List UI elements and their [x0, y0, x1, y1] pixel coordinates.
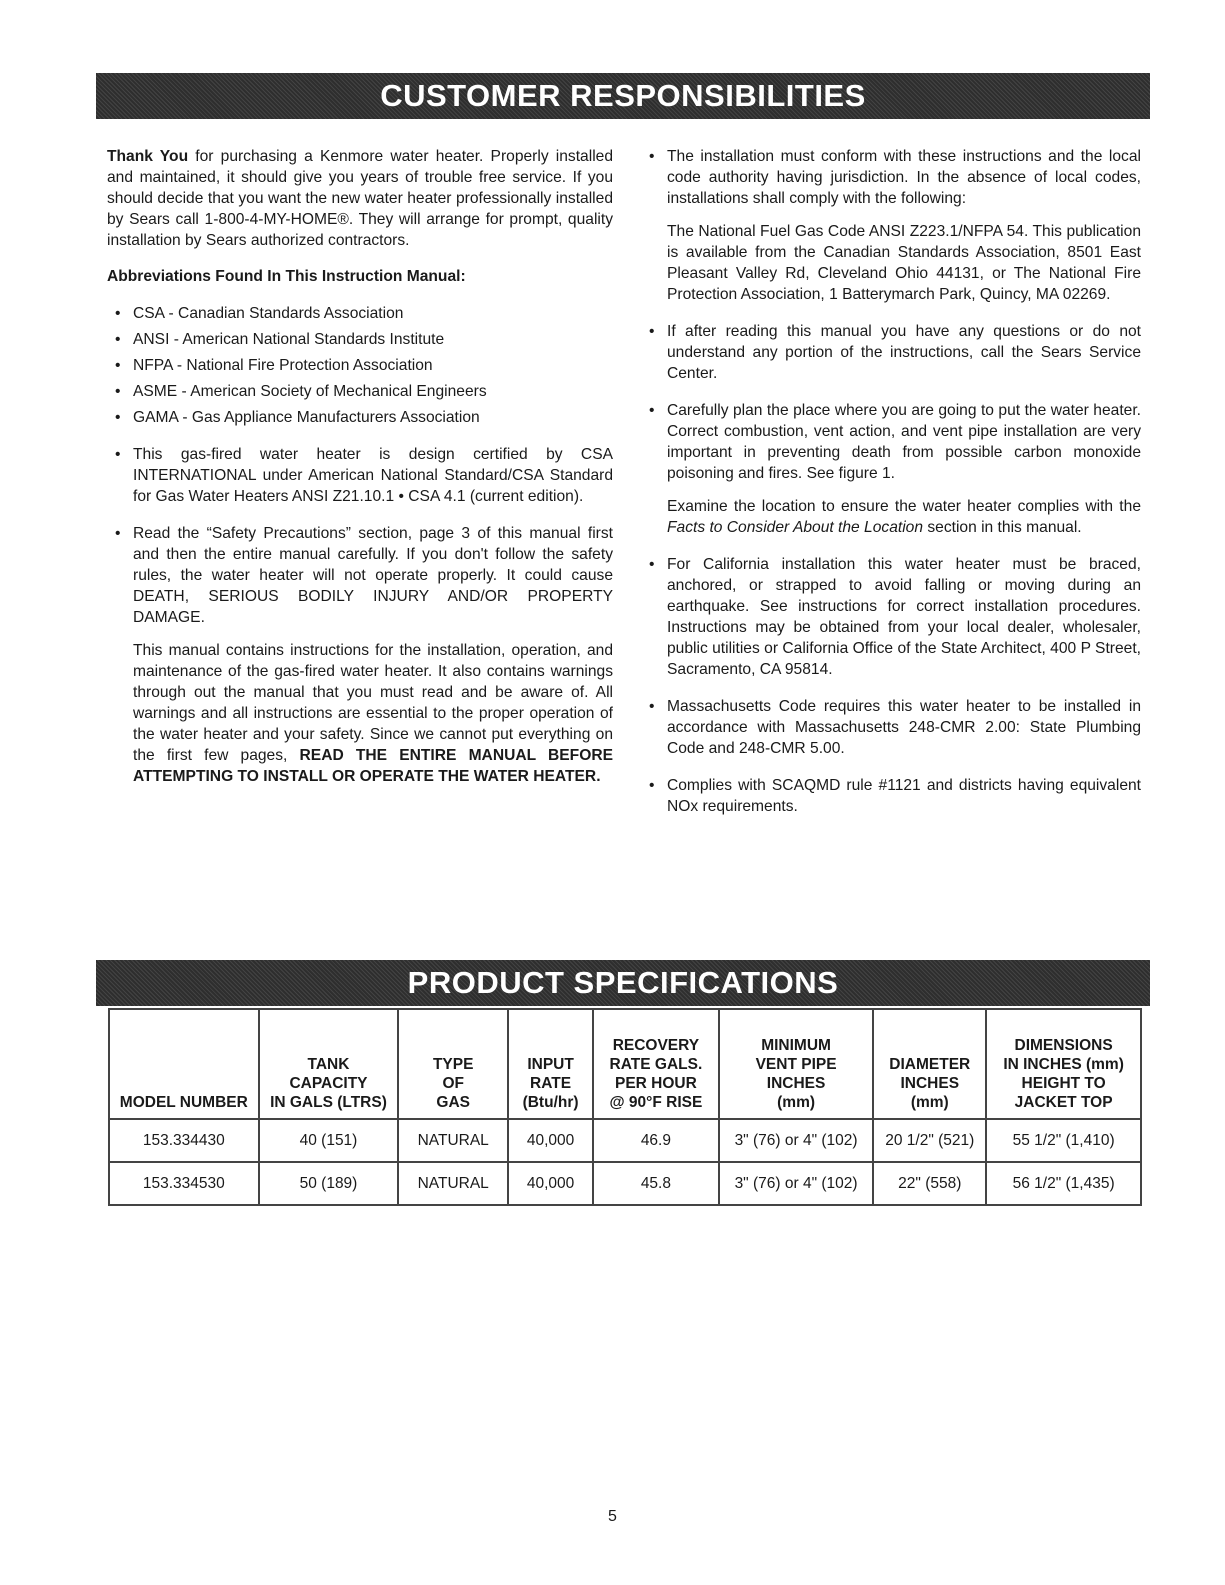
table-cell: 153.334530: [109, 1162, 259, 1205]
table-cell: 50 (189): [259, 1162, 399, 1205]
abbreviation-item: • GAMA - Gas Appliance Manufacturers Association: [107, 407, 613, 428]
california-bullet: • For California installation this water heater must be braced, anchored, or strapped to avoid falling or moving during an earthquake. See instructions for correct installation procedures. Instructions may be obtained from your local dealer, wholesaler, public utilities or California Office of the State Architect, 400 P Street, Sacramento, CA 95814.: [641, 554, 1141, 680]
product-specifications-banner: [96, 960, 1150, 1006]
location-planning-bullet: • Carefully plan the place where you are going to put the water heater. Correct combustion, vent action, and vent pipe installation are very important in preventing death from possible carbon monoxide poisoning and fires. See figure 1.: [641, 400, 1141, 484]
abbreviations-list: [107, 303, 613, 428]
questions-bullet: • If after reading this manual you have any questions or do not understand any portion of the instructions, call the Sears Service Center.: [641, 321, 1141, 384]
table-cell: 40,000: [508, 1162, 593, 1205]
abbreviation-item: • NFPA - National Fire Protection Association: [107, 355, 613, 376]
right-column: [641, 146, 1141, 817]
location-paragraph: [641, 496, 1141, 538]
fuel-gas-code-paragraph: The National Fuel Gas Code ANSI Z223.1/NFPA 54. This publication is available from the Canadian Standards Association, 8501 East Pleasant Valley Rd, Cleveland Ohio 44131, or The National Fire Protection Association, 1 Batterymarch Park, Quincy, MA 02269.: [667, 223, 1141, 303]
table-cell: 46.9: [593, 1119, 719, 1162]
table-cell: 56 1/2" (1,435): [986, 1162, 1141, 1205]
table-cell: 22" (558): [873, 1162, 986, 1205]
column-header: RECOVERY RATE GALS. PER HOUR @ 90°F RISE: [593, 1009, 719, 1119]
installation-code-bullet: • The installation must conform with these instructions and the local code authority having jurisdiction. In the absence of local codes, installations shall comply with the following:: [641, 146, 1141, 209]
column-header: TANK CAPACITY IN GALS (LTRS): [259, 1009, 399, 1119]
table-cell: 40 (151): [259, 1119, 399, 1162]
table-cell: 40,000: [508, 1119, 593, 1162]
intro-paragraph: [107, 146, 613, 251]
scaqmd-bullet: • Complies with SCAQMD rule #1121 and districts having equivalent NOx requirements.: [641, 775, 1141, 817]
abbreviation-item: • ANSI - American National Standards Institute: [107, 329, 613, 350]
manual-contents-paragraph: [107, 640, 613, 787]
safety-precautions-bullet: • Read the “Safety Precautions” section, page 3 of this manual first and then the entire manual carefully. If you don't follow the safety rules, the water heater will not operate properly. It could cause DEATH, SERIOUS BODILY INJURY AND/OR PROPERTY DAMAGE.: [107, 523, 613, 628]
table-row: [109, 1119, 1141, 1162]
intro-bold: Thank You: [107, 148, 189, 165]
massachusetts-bullet: • Massachusetts Code requires this water heater to be installed in accordance with Massachusetts 248-CMR 2.00: State Plumbing Code and 248-CMR 5.00.: [641, 696, 1141, 759]
table-cell: 45.8: [593, 1162, 719, 1205]
intro-text: for purchasing a Kenmore water heater. Properly installed and maintained, it should give you years of trouble free service. If you should decide that you want the new water heater professionally installed by Sears call 1-800-4-MY-HOME®. They will arrange for prompt, quality installation by Sears authorized contractors.: [107, 148, 614, 249]
table-cell: 3" (76) or 4" (102): [719, 1162, 874, 1205]
column-header: DIAMETER INCHES (mm): [873, 1009, 986, 1119]
table-row: [109, 1162, 1141, 1205]
table-cell: 20 1/2" (521): [873, 1119, 986, 1162]
column-header: TYPE OF GAS: [398, 1009, 508, 1119]
column-header: DIMENSIONS IN INCHES (mm) HEIGHT TO JACKET TOP: [986, 1009, 1141, 1119]
page-number: 5: [608, 1508, 617, 1525]
manual-contents-text: This manual contains instructions for the installation, operation, and maintenance of the gas-fired water heater. It also contains warnings through out the manual that you must read and be aware of. All warnings and all instructions are essential to the proper operation of the water heater and your safety. Since we cannot put everything on the first few pages,: [133, 642, 613, 764]
certification-bullet: • This gas-fired water heater is design certified by CSA INTERNATIONAL under American National Standard/CSA Standard for Gas Water Heaters ANSI Z21.10.1 • CSA 4.1 (current edition).: [107, 444, 613, 507]
location-text-post: section in this manual.: [923, 519, 1082, 536]
table-cell: 55 1/2" (1,410): [986, 1119, 1141, 1162]
column-header: MINIMUM VENT PIPE INCHES (mm): [719, 1009, 874, 1119]
abbreviation-item: • ASME - American Society of Mechanical Engineers: [107, 381, 613, 402]
abbreviation-item: • CSA - Canadian Standards Association: [107, 303, 613, 324]
banner-title: CUSTOMER RESPONSIBILITIES: [380, 78, 866, 113]
specifications-table: [108, 1008, 1142, 1206]
table-cell: NATURAL: [398, 1162, 508, 1205]
column-header: INPUT RATE (Btu/hr): [508, 1009, 593, 1119]
left-column: [107, 146, 613, 787]
location-text-pre: Examine the location to ensure the water heater complies with the: [667, 498, 1141, 515]
abbreviations-heading: Abbreviations Found In This Instruction Manual:: [107, 268, 466, 285]
customer-responsibilities-banner: [96, 73, 1150, 119]
location-section-title: Facts to Consider About the Location: [667, 519, 924, 536]
table-cell: 3" (76) or 4" (102): [719, 1119, 874, 1162]
table-header-row: [109, 1009, 1141, 1119]
column-header: MODEL NUMBER: [109, 1009, 259, 1119]
table-cell: 153.334430: [109, 1119, 259, 1162]
table-cell: NATURAL: [398, 1119, 508, 1162]
read-manual-warning: READ THE ENTIRE MANUAL BEFORE ATTEMPTING TO INSTALL OR OPERATE THE WATER HEATER.: [133, 747, 613, 785]
banner-title: PRODUCT SPECIFICATIONS: [407, 965, 839, 1000]
